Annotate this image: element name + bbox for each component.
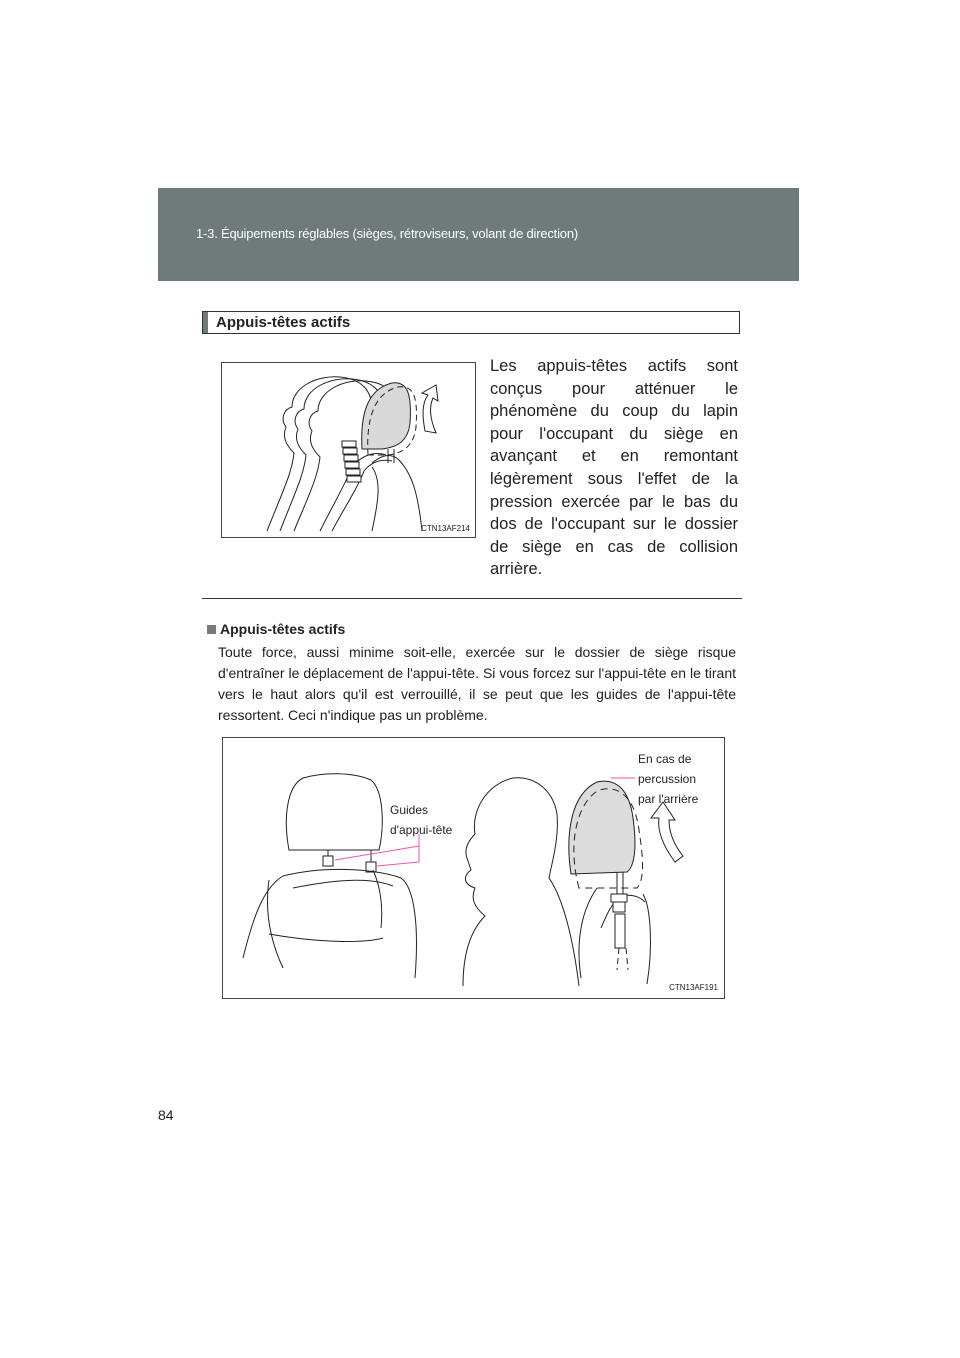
section-title: Appuis-têtes actifs: [216, 314, 351, 331]
headrest-shape: [569, 781, 635, 874]
figure-code: CTN13AF214: [421, 524, 470, 533]
impact-label-line2: percussion: [638, 772, 697, 786]
note-paragraph: Toute force, aussi minime soit-elle, exercée sur le dossier de siège risque d'entraîner le déplacement de l'appui-tête. Si vous forcez sur l'appui-tête en le tirant vers le haut alors qu'il est verrouillé, il se peut que les guides de l'appui-tête ressortent. Ceci n'indique pas un problème.: [218, 644, 736, 723]
section-divider: [202, 598, 742, 599]
note-title-text: Appuis-têtes actifs: [220, 621, 346, 637]
figure-code: CTN13AF191: [669, 983, 718, 992]
active-headrest-illustration: [221, 362, 476, 538]
chapter-header-band: [158, 188, 799, 281]
square-bullet-icon: [207, 625, 216, 634]
section-heading: [202, 311, 740, 334]
impact-label-line3: par l'arrière: [638, 792, 699, 806]
note-heading: [207, 621, 345, 637]
headrest-guides-illustration: [222, 737, 725, 999]
guides-label-line2: d'appui-tête: [390, 823, 453, 837]
occupant-headrest-drawing: [222, 363, 475, 537]
section-heading-marker: [203, 312, 208, 333]
page-number: 84: [158, 1107, 174, 1123]
impact-label-line1: En cas de: [638, 752, 692, 766]
chapter-title: 1-3. Équipements réglables (sièges, rétroviseurs, volant de direction): [196, 226, 578, 241]
guides-label-line1: Guides: [390, 803, 429, 817]
intro-paragraph: Les appuis-têtes actifs sont conçus pour atténuer le phénomène du coup du lapin pour l'occupant du siège en avançant et en remontant légèrement sous l'effet de la pression exercée par le bas du dos de l'occupant sur le dossier de siège en cas de collision arrière.: [490, 357, 738, 579]
